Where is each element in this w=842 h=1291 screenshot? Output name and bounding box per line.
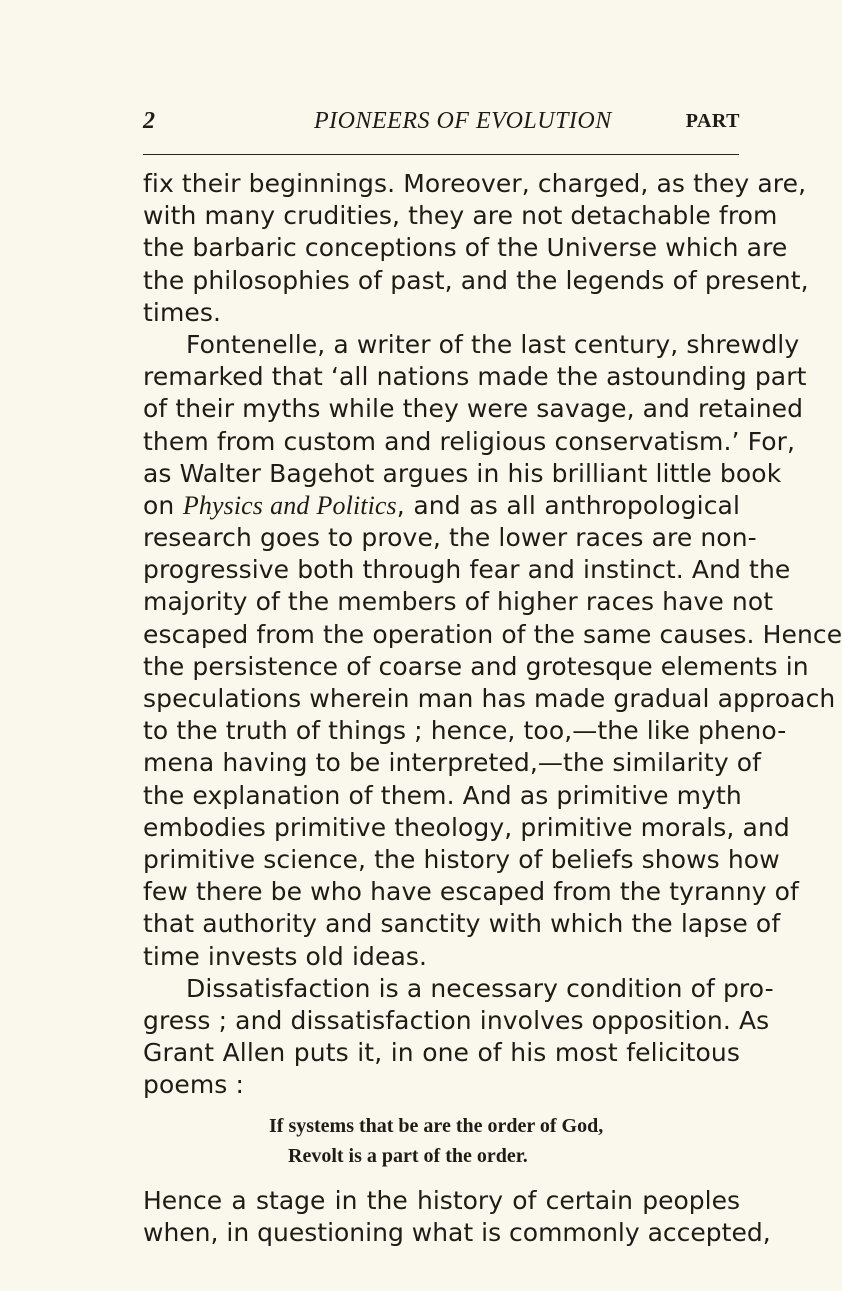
text-line: Fontenelle, a writer of the last century, shrewdly xyxy=(186,329,800,359)
text-line: poems : xyxy=(143,1070,244,1100)
line-suffix: , and as all anthropological xyxy=(396,490,740,520)
poem-line: If systems that be are the order of God, xyxy=(269,1115,604,1137)
text-line: the persistence of coarse and grotesque elements in xyxy=(143,651,809,681)
text-line: the philosophies of past, and the legends of present, xyxy=(143,265,809,295)
closing-text xyxy=(143,1185,771,1249)
poem-line: Revolt is a part of the order. xyxy=(288,1145,528,1167)
text-line: escaped from the operation of the same causes. Hence xyxy=(143,619,842,649)
text-line: the barbaric conceptions of the Universe which are xyxy=(143,233,788,263)
text-line: gress ; and dissatisfaction involves opposition. As xyxy=(143,1005,770,1035)
line-prefix: on xyxy=(143,490,175,520)
page-number: 2 xyxy=(143,108,155,134)
text-line: few there be who have escaped from the tyranny of xyxy=(143,877,799,907)
text-line: with many crudities, they are not detachable from xyxy=(143,201,778,231)
text-line: Dissatisfaction is a necessary condition of pro- xyxy=(186,973,774,1003)
text-line: primitive science, the history of beliefs shows how xyxy=(143,844,780,874)
text-line: the explanation of them. And as primitive myth xyxy=(143,780,742,810)
poem-quote xyxy=(269,1111,603,1171)
text-line: Hence a stage in the history of certain peoples xyxy=(143,1186,740,1215)
text-line: progressive both through fear and instinct. And the xyxy=(143,555,791,585)
text-line: times. xyxy=(143,297,222,327)
text-line: time invests old ideas. xyxy=(143,941,428,971)
text-line: to the truth of things ; hence, too,—the like pheno- xyxy=(143,716,787,746)
text-line: embodies primitive theology, primitive morals, and xyxy=(143,812,790,842)
section-label: PART xyxy=(685,110,740,132)
text-line: speculations wherein man has made gradual approach xyxy=(143,684,836,713)
running-title: PIONEERS OF EVOLUTION xyxy=(314,108,612,134)
body-text xyxy=(143,168,842,1101)
text-line: when, in questioning what is commonly accepted, xyxy=(143,1218,771,1248)
text-line: remarked that ‘all nations made the astounding part xyxy=(143,362,807,392)
header-rule xyxy=(143,154,739,155)
text-line: that authority and sanctity with which the lapse of xyxy=(143,909,781,939)
text-line: majority of the members of higher races have not xyxy=(143,587,774,617)
book-title: Physics and Politics xyxy=(182,490,397,520)
text-line: of their myths while they were savage, and retained xyxy=(143,394,804,424)
text-line: as Walter Bagehot argues in his brilliant little book xyxy=(143,458,782,488)
text-line: fix their beginnings. Moreover, charged, as they are, xyxy=(143,169,807,198)
text-line: research goes to prove, the lower races are non- xyxy=(143,523,757,553)
text-line: Grant Allen puts it, in one of his most felicitous xyxy=(143,1038,740,1068)
text-line-with-book-title xyxy=(143,490,740,522)
page-header xyxy=(143,104,740,138)
text-line: them from custom and religious conservatism.’ For, xyxy=(143,426,796,456)
text-line: mena having to be interpreted,—the similarity of xyxy=(143,748,762,778)
